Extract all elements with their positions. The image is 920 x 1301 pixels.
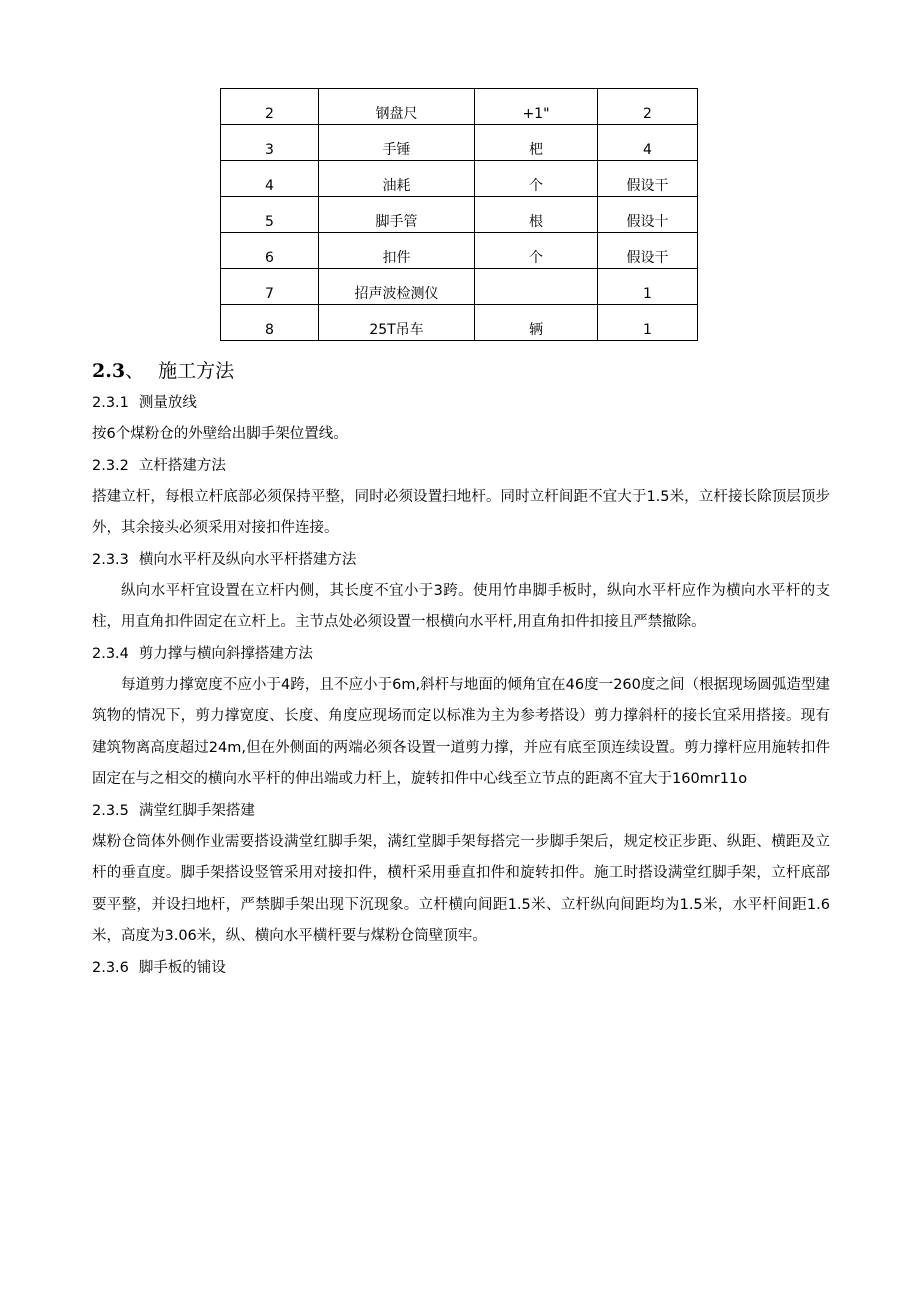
paragraph: 按6个煤粉仓的外壁给出脚手架位置线。 [92, 426, 348, 442]
table-cell-unit: 个 [475, 161, 598, 197]
paragraph: 纵向水平杆宜设置在立杆内侧，其长度不宜小于3跨。使用竹串脚手板时，纵向水平杆应作为横向水平杆的支柱，用直角扣件固定在立杆上。主节点处必须设置一根横向水平杆,用直角扣件扣接且严禁撤除。 [92, 582, 830, 630]
table-cell-index: 7 [221, 269, 319, 305]
table-cell-unit: 辆 [475, 305, 598, 341]
table-cell-quantity: 1 [598, 305, 698, 341]
subsection-number: 2.3.4 [92, 645, 129, 662]
paragraph: 每道剪力撑宽度不应小于4跨，且不应小于6m,斜杆与地面的倾角宜在46度一260度之间（根据现场圆弧造型建筑物的情况下，剪力撑宽度、长度、角度应现场而定以标准为主为参考搭设）剪力撑斜杆的接长宜采用搭接。现有建筑物离高度超过24m,但在外侧面的两端必须各设置一道剪力撑，并应有底至顶连续设置。剪力撑杆应用施转扣件固定在与之相交的横向水平杆的伸出端或力杆上，旋转扣件中心线至立节点的距离不宜大于160mr11o [92, 676, 830, 787]
section-title: 施工方法 [158, 360, 235, 382]
subsection-title: 满堂红脚手架搭建 [138, 802, 255, 819]
table-cell-unit: 杷 [475, 125, 598, 161]
table-row [221, 89, 698, 125]
section-number: 2.3 [92, 360, 126, 382]
table-cell-name: 脚手管 [319, 197, 475, 233]
table-cell-quantity: 假设干 [598, 161, 698, 197]
subsection-heading [92, 796, 830, 827]
table-cell-name: 扣件 [319, 233, 475, 269]
table-cell-index: 3 [221, 125, 319, 161]
subsection-heading [92, 953, 830, 984]
table-cell-quantity: 假设十 [598, 197, 698, 233]
section-separator: 、 [125, 360, 145, 382]
subsection-title: 立杆搭建方法 [138, 457, 226, 474]
section-heading [92, 354, 830, 388]
equipment-table [220, 88, 698, 341]
subsection-heading [92, 639, 830, 670]
document-body [92, 354, 830, 984]
table-cell-name: 油耗 [319, 161, 475, 197]
table-cell-index: 4 [221, 161, 319, 197]
table-cell-unit: +1" [475, 89, 598, 125]
paragraph: 煤粉仓筒体外侧作业需要搭设满堂红脚手架，满红堂脚手架每搭完一步脚手架后，规定校正步距、纵距、横距及立杆的垂直度。脚手架搭设竖管采用对接扣件，横杆采用垂直扣件和旋转扣件。施工时搭设满堂红脚手架，立杆底部要平整，并设扫地杆，严禁脚手架出现下沉现象。立杆横向间距1.5米、立杆纵向间距均为1.5米，水平杆间距1.6米，高度为3.06米，纵、横向水平横杆要与煤粉仓筒壁顶牢。 [92, 833, 830, 944]
subsection-number: 2.3.2 [92, 457, 129, 474]
table-cell-index: 8 [221, 305, 319, 341]
subsection-heading [92, 451, 830, 482]
subsection-heading [92, 388, 830, 419]
table-row [221, 197, 698, 233]
subsection-number: 2.3.5 [92, 802, 129, 819]
subsection-number: 2.3.1 [92, 395, 129, 411]
table-row [221, 305, 698, 341]
table-cell-quantity: 1 [598, 269, 698, 305]
table-cell-index: 5 [221, 197, 319, 233]
table-cell-index: 2 [221, 89, 319, 125]
table-cell-quantity: 4 [598, 125, 698, 161]
table-cell-unit: 根 [475, 197, 598, 233]
table-cell-unit [475, 269, 598, 305]
table-cell-name: 招声波检测仪 [319, 269, 475, 305]
table-row [221, 125, 698, 161]
table-cell-unit: 个 [475, 233, 598, 269]
subsection-title: 剪力撑与横向斜撑搭建方法 [138, 645, 313, 662]
subsection-heading [92, 545, 830, 576]
table-row [221, 233, 698, 269]
subsection-title: 横向水平杆及纵向水平杆搭建方法 [138, 551, 357, 568]
paragraph: 搭建立杆，每根立杆底部必须保持平整，同时必须设置扫地杆。同时立杆间距不宜大于1.5米，立杆接长除顶层顶步外，其余接头必须采用对接扣件连接。 [92, 488, 830, 536]
table-row [221, 161, 698, 197]
table-row [221, 269, 698, 305]
table-cell-name: 25T吊车 [319, 305, 475, 341]
subsection-title: 测量放线 [138, 395, 197, 411]
subsection-number: 2.3.6 [92, 959, 129, 976]
table-cell-name: 钢盘尺 [319, 89, 475, 125]
table-cell-quantity: 假设干 [598, 233, 698, 269]
subsection-title: 脚手板的铺设 [138, 959, 226, 976]
table-cell-index: 6 [221, 233, 319, 269]
subsection-number: 2.3.3 [92, 551, 129, 568]
table-cell-name: 手锤 [319, 125, 475, 161]
table-cell-quantity: 2 [598, 89, 698, 125]
